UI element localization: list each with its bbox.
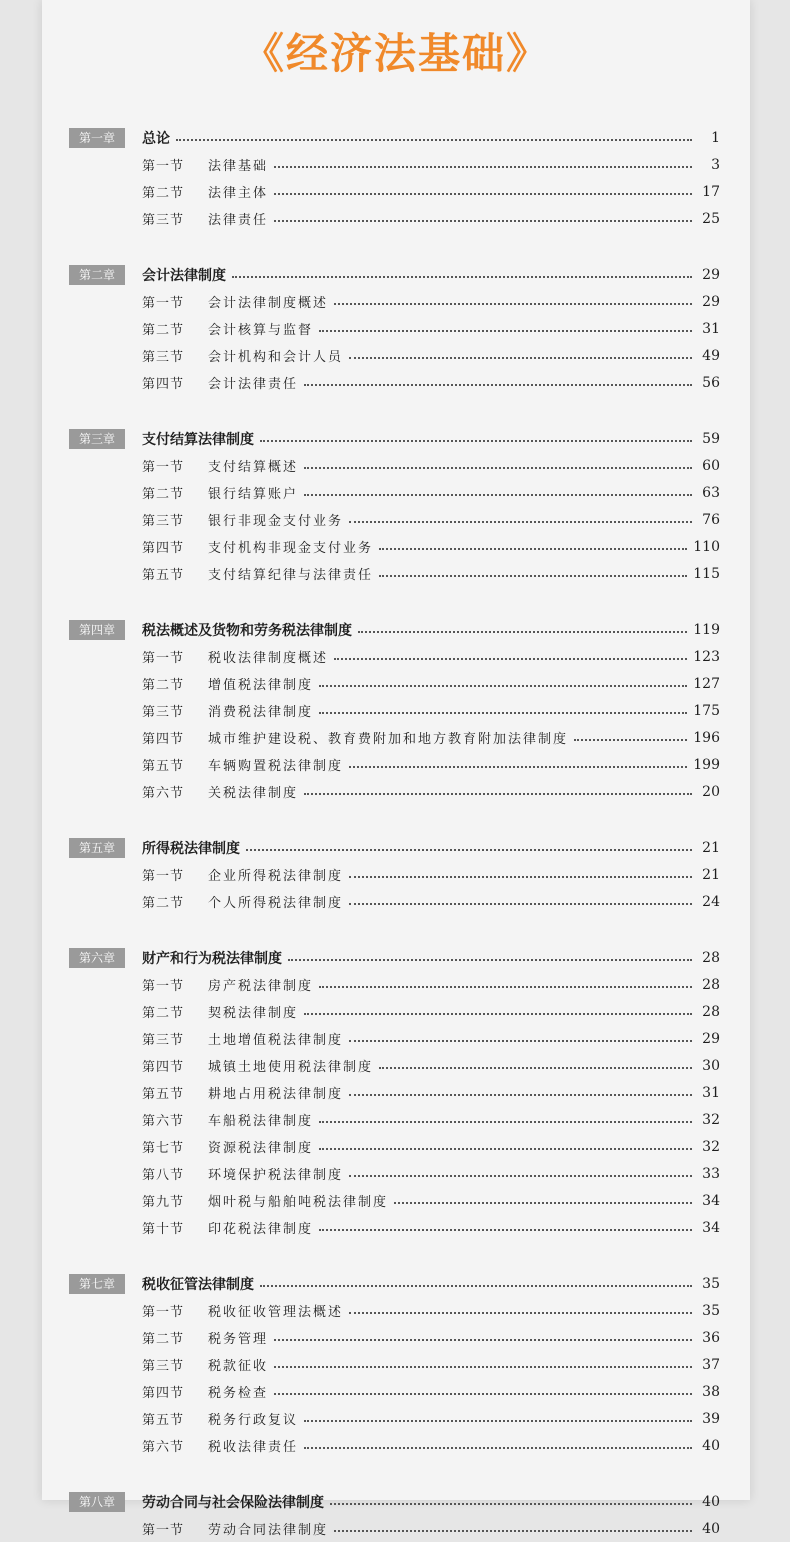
dot-leader <box>304 467 692 469</box>
dot-leader <box>176 139 692 141</box>
section-title: 会计核算与监督 <box>208 323 314 338</box>
dot-leader <box>349 1040 692 1042</box>
section-number: 第十节 <box>142 1222 185 1237</box>
chapter-row[interactable] <box>42 124 750 151</box>
chapter-page-number: 119 <box>693 621 720 638</box>
dot-leader <box>349 1312 692 1314</box>
section-title: 印花税法律制度 <box>208 1222 314 1237</box>
section-page-number: 31 <box>702 1084 720 1101</box>
dot-leader <box>274 1339 692 1341</box>
section-row[interactable] <box>142 697 750 724</box>
section-number: 第七节 <box>142 1141 185 1156</box>
section-number: 第二节 <box>142 1006 185 1021</box>
section-page-number: 199 <box>693 756 720 773</box>
section-row[interactable] <box>142 1432 750 1459</box>
chapter-page-number: 21 <box>702 839 720 856</box>
section-title: 个人所得税法律制度 <box>208 896 344 911</box>
section-number: 第六节 <box>142 1440 185 1455</box>
section-title: 银行结算账户 <box>208 487 299 502</box>
section-page-number: 28 <box>702 976 720 993</box>
chapter-row[interactable] <box>42 261 750 288</box>
section-page-number: 25 <box>702 210 720 227</box>
section-title: 环境保护税法律制度 <box>208 1168 344 1183</box>
section-number: 第四节 <box>142 732 185 747</box>
chapter-title: 总论 <box>142 130 170 147</box>
section-title: 银行非现金支付业务 <box>208 514 344 529</box>
section-page-number: 38 <box>702 1383 720 1400</box>
dot-leader <box>319 986 692 988</box>
section-number: 第二节 <box>142 678 185 693</box>
dot-leader <box>334 1530 692 1532</box>
dot-leader <box>349 1094 692 1096</box>
section-row[interactable] <box>142 778 750 805</box>
section-number: 第八节 <box>142 1168 185 1183</box>
section-row[interactable] <box>142 1351 750 1378</box>
chapter-page-number: 29 <box>702 266 720 283</box>
chapter-title: 所得税法律制度 <box>142 840 240 857</box>
section-number: 第六节 <box>142 786 185 801</box>
section-title: 企业所得税法律制度 <box>208 869 344 884</box>
section-page-number: 24 <box>702 893 720 910</box>
section-page-number: 110 <box>693 538 720 555</box>
section-row[interactable] <box>142 560 750 587</box>
section-title: 烟叶税与船舶吨税法律制度 <box>208 1195 389 1210</box>
chapter-block <box>42 124 750 232</box>
section-page-number: 28 <box>702 1003 720 1020</box>
section-row[interactable] <box>142 1378 750 1405</box>
dot-leader <box>304 494 692 496</box>
section-row[interactable] <box>142 1025 750 1052</box>
section-title: 税务行政复议 <box>208 1413 299 1428</box>
section-row[interactable] <box>142 1297 750 1324</box>
dot-leader <box>334 658 687 660</box>
section-row[interactable] <box>142 971 750 998</box>
section-page-number: 20 <box>702 783 720 800</box>
dot-leader <box>379 575 687 577</box>
section-title: 法律责任 <box>208 213 269 228</box>
chapter-block <box>42 425 750 587</box>
dot-leader <box>349 876 692 878</box>
chapter-row[interactable] <box>42 616 750 643</box>
chapter-label-badge: 第七章 <box>69 1274 125 1294</box>
section-row[interactable] <box>142 288 750 315</box>
section-row[interactable] <box>142 1106 750 1133</box>
section-row[interactable] <box>142 1324 750 1351</box>
section-page-number: 196 <box>693 729 720 746</box>
section-title: 会计法律制度概述 <box>208 296 329 311</box>
chapter-title: 支付结算法律制度 <box>142 431 254 448</box>
dot-leader <box>349 903 692 905</box>
dot-leader <box>349 357 692 359</box>
section-page-number: 31 <box>702 320 720 337</box>
dot-leader <box>319 330 692 332</box>
section-page-number: 21 <box>702 866 720 883</box>
dot-leader <box>574 739 687 741</box>
section-row[interactable] <box>142 178 750 205</box>
section-page-number: 29 <box>702 293 720 310</box>
dot-leader <box>319 1229 692 1231</box>
section-title: 耕地占用税法律制度 <box>208 1087 344 1102</box>
section-title: 车辆购置税法律制度 <box>208 759 344 774</box>
section-page-number: 123 <box>693 648 720 665</box>
section-number: 第三节 <box>142 1033 185 1048</box>
section-number: 第三节 <box>142 1359 185 1374</box>
chapter-label-badge: 第三章 <box>69 429 125 449</box>
section-number: 第一节 <box>142 159 185 174</box>
section-number: 第一节 <box>142 1523 185 1538</box>
dot-leader <box>319 685 687 687</box>
section-page-number: 36 <box>702 1329 720 1346</box>
section-row[interactable] <box>142 315 750 342</box>
section-title: 法律基础 <box>208 159 269 174</box>
section-row[interactable] <box>142 479 750 506</box>
section-page-number: 33 <box>702 1165 720 1182</box>
dot-leader <box>349 1175 692 1177</box>
section-number: 第三节 <box>142 514 185 529</box>
section-row[interactable] <box>142 452 750 479</box>
section-number: 第一节 <box>142 979 185 994</box>
chapter-block <box>42 616 750 805</box>
section-row[interactable] <box>142 1214 750 1241</box>
section-title: 支付结算纪律与法律责任 <box>208 568 374 583</box>
section-number: 第一节 <box>142 1305 185 1320</box>
section-number: 第六节 <box>142 1114 185 1129</box>
dot-leader <box>274 1366 692 1368</box>
chapter-page-number: 40 <box>702 1493 720 1510</box>
section-title: 土地增值税法律制度 <box>208 1033 344 1048</box>
section-row[interactable] <box>142 506 750 533</box>
dot-leader <box>319 712 687 714</box>
section-title: 契税法律制度 <box>208 1006 299 1021</box>
chapter-label-badge: 第二章 <box>69 265 125 285</box>
chapter-row[interactable] <box>42 1270 750 1297</box>
section-number: 第一节 <box>142 869 185 884</box>
chapter-block <box>42 1270 750 1459</box>
dot-leader <box>379 548 687 550</box>
section-page-number: 3 <box>711 156 720 173</box>
chapter-page-number: 35 <box>702 1275 720 1292</box>
chapter-label-badge: 第五章 <box>69 838 125 858</box>
section-number: 第九节 <box>142 1195 185 1210</box>
section-number: 第五节 <box>142 1087 185 1102</box>
chapter-page-number: 28 <box>702 949 720 966</box>
dot-leader <box>274 220 692 222</box>
section-row[interactable] <box>142 670 750 697</box>
section-title: 房产税法律制度 <box>208 979 314 994</box>
section-title: 劳动合同法律制度 <box>208 1523 329 1538</box>
section-title: 车船税法律制度 <box>208 1114 314 1129</box>
dot-leader <box>304 1013 692 1015</box>
section-row[interactable] <box>142 1079 750 1106</box>
chapter-block <box>42 261 750 396</box>
section-page-number: 127 <box>693 675 720 692</box>
section-number: 第二节 <box>142 896 185 911</box>
section-title: 资源税法律制度 <box>208 1141 314 1156</box>
section-row[interactable] <box>142 1405 750 1432</box>
section-row[interactable] <box>142 1187 750 1214</box>
section-title: 支付结算概述 <box>208 460 299 475</box>
section-number: 第五节 <box>142 568 185 583</box>
chapter-title: 税收征管法律制度 <box>142 1276 254 1293</box>
chapter-title: 劳动合同与社会保险法律制度 <box>142 1494 324 1511</box>
chapter-page-number: 59 <box>702 430 720 447</box>
section-title: 税务检查 <box>208 1386 269 1401</box>
chapter-title: 会计法律制度 <box>142 267 226 284</box>
chapter-label-badge: 第八章 <box>69 1492 125 1512</box>
section-row[interactable] <box>142 888 750 915</box>
dot-leader <box>274 166 692 168</box>
dot-leader <box>394 1202 692 1204</box>
section-title: 城镇土地使用税法律制度 <box>208 1060 374 1075</box>
section-row[interactable] <box>142 751 750 778</box>
section-number: 第四节 <box>142 541 185 556</box>
dot-leader <box>232 276 692 278</box>
section-title: 会计法律责任 <box>208 377 299 392</box>
chapter-page-number: 1 <box>711 129 720 146</box>
section-title: 税务管理 <box>208 1332 269 1347</box>
chapter-block <box>42 944 750 1241</box>
section-number: 第二节 <box>142 1332 185 1347</box>
dot-leader <box>349 766 687 768</box>
book-title: 《经济法基础》 <box>241 29 550 78</box>
chapter-row[interactable] <box>42 1488 750 1515</box>
section-number: 第二节 <box>142 186 185 201</box>
section-page-number: 56 <box>702 374 720 391</box>
section-number: 第一节 <box>142 296 185 311</box>
section-page-number: 39 <box>702 1410 720 1427</box>
dot-leader <box>358 631 687 633</box>
section-number: 第二节 <box>142 487 185 502</box>
section-title: 增值税法律制度 <box>208 678 314 693</box>
section-number: 第四节 <box>142 1060 185 1075</box>
dot-leader <box>260 1285 692 1287</box>
section-title: 法律主体 <box>208 186 269 201</box>
toc-page <box>42 0 750 1538</box>
dot-leader <box>379 1067 692 1069</box>
section-title: 税收征收管理法概述 <box>208 1305 344 1320</box>
dot-leader <box>304 1420 692 1422</box>
dot-leader <box>274 1393 692 1395</box>
section-title: 消费税法律制度 <box>208 705 314 720</box>
chapter-title: 财产和行为税法律制度 <box>142 950 282 967</box>
section-title: 关税法律制度 <box>208 786 299 801</box>
dot-leader <box>274 193 692 195</box>
section-number: 第五节 <box>142 1413 185 1428</box>
section-title: 会计机构和会计人员 <box>208 350 344 365</box>
chapter-label-badge: 第一章 <box>69 128 125 148</box>
chapter-block <box>42 1488 750 1542</box>
section-row[interactable] <box>142 533 750 560</box>
dot-leader <box>260 440 692 442</box>
dot-leader <box>304 384 692 386</box>
section-page-number: 30 <box>702 1057 720 1074</box>
section-number: 第三节 <box>142 350 185 365</box>
section-number: 第五节 <box>142 759 185 774</box>
dot-leader <box>334 303 692 305</box>
section-page-number: 37 <box>702 1356 720 1373</box>
section-page-number: 32 <box>702 1111 720 1128</box>
section-title: 税收法律制度概述 <box>208 651 329 666</box>
dot-leader <box>349 521 692 523</box>
chapter-label-badge: 第四章 <box>69 620 125 640</box>
section-title: 税款征收 <box>208 1359 269 1374</box>
dot-leader <box>246 849 692 851</box>
section-row[interactable] <box>142 724 750 751</box>
section-number: 第四节 <box>142 377 185 392</box>
section-row[interactable] <box>142 151 750 178</box>
section-row[interactable] <box>142 643 750 670</box>
dot-leader <box>319 1121 692 1123</box>
section-number: 第三节 <box>142 705 185 720</box>
section-page-number: 29 <box>702 1030 720 1047</box>
dot-leader <box>304 793 692 795</box>
section-page-number: 17 <box>702 183 720 200</box>
section-page-number: 40 <box>702 1437 720 1454</box>
section-number: 第四节 <box>142 1386 185 1401</box>
section-page-number: 175 <box>693 702 720 719</box>
section-number: 第二节 <box>142 323 185 338</box>
section-page-number: 34 <box>702 1219 720 1236</box>
section-page-number: 35 <box>702 1302 720 1319</box>
section-number: 第三节 <box>142 213 185 228</box>
section-page-number: 63 <box>702 484 720 501</box>
section-page-number: 60 <box>702 457 720 474</box>
dot-leader <box>330 1503 692 1505</box>
section-row[interactable] <box>142 205 750 232</box>
section-row[interactable] <box>142 998 750 1025</box>
section-page-number: 34 <box>702 1192 720 1209</box>
section-row[interactable] <box>142 1160 750 1187</box>
section-page-number: 76 <box>702 511 720 528</box>
section-row[interactable] <box>142 342 750 369</box>
dot-leader <box>288 959 692 961</box>
section-row[interactable] <box>142 1133 750 1160</box>
chapter-row[interactable] <box>42 834 750 861</box>
section-row[interactable] <box>142 1515 750 1542</box>
chapter-row[interactable] <box>42 944 750 971</box>
chapter-label-badge: 第六章 <box>69 948 125 968</box>
chapter-title: 税法概述及货物和劳务税法律制度 <box>142 622 352 639</box>
section-row[interactable] <box>142 369 750 396</box>
section-row[interactable] <box>142 1052 750 1079</box>
section-number: 第一节 <box>142 460 185 475</box>
section-page-number: 40 <box>702 1520 720 1537</box>
section-page-number: 32 <box>702 1138 720 1155</box>
section-page-number: 49 <box>702 347 720 364</box>
section-title: 支付机构非现金支付业务 <box>208 541 374 556</box>
chapter-row[interactable] <box>42 425 750 452</box>
section-row[interactable] <box>142 861 750 888</box>
dot-leader <box>304 1447 692 1449</box>
section-title: 税收法律责任 <box>208 1440 299 1455</box>
dot-leader <box>319 1148 692 1150</box>
section-page-number: 115 <box>693 565 720 582</box>
section-number: 第一节 <box>142 651 185 666</box>
section-title: 城市维护建设税、教育费附加和地方教育附加法律制度 <box>208 732 569 747</box>
chapter-block <box>42 834 750 915</box>
table-of-contents <box>42 124 750 1542</box>
